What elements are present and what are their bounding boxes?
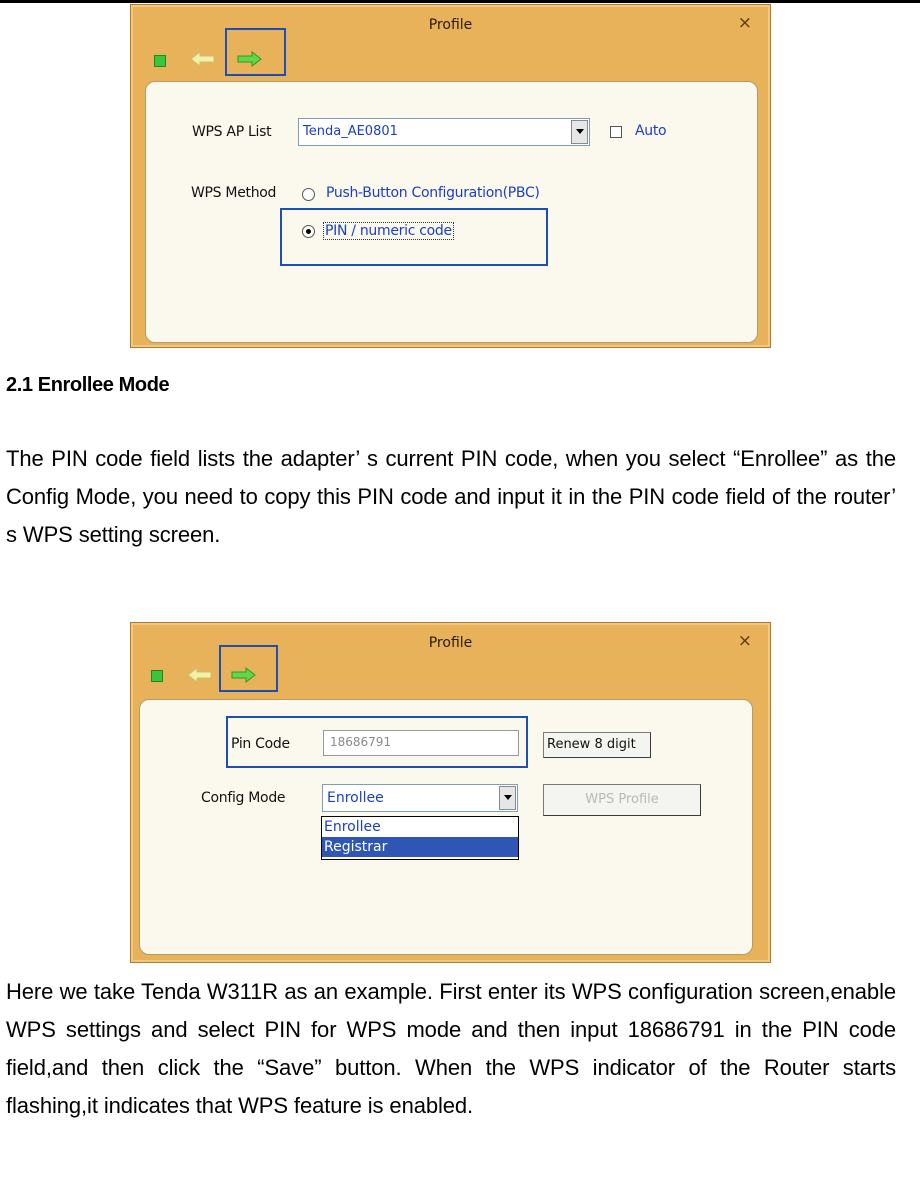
dropdown-option-enrollee[interactable]: Enrollee xyxy=(324,819,381,835)
dialog-title: Profile xyxy=(428,635,473,651)
content-panel xyxy=(145,81,758,343)
chevron-down-icon[interactable] xyxy=(571,120,588,144)
pbc-radio[interactable] xyxy=(302,188,315,201)
dialog-title: Profile xyxy=(428,17,473,33)
config-mode-select[interactable] xyxy=(322,784,518,812)
next-arrow-icon[interactable] xyxy=(235,50,263,68)
pin-radio[interactable] xyxy=(302,225,315,238)
pbc-option-label: Push-Button Configuration(PBC) xyxy=(326,185,540,201)
pin-code-field[interactable]: 18686791 xyxy=(323,730,519,756)
top-rule xyxy=(0,0,920,3)
chevron-down-icon[interactable] xyxy=(499,786,516,810)
close-icon[interactable]: × xyxy=(737,631,752,651)
dropdown-option-registrar[interactable]: Registrar xyxy=(322,837,518,857)
wps-ap-list-select[interactable] xyxy=(298,118,590,146)
wps-method-label: WPS Method xyxy=(191,185,277,201)
renew-8-digit-button[interactable]: Renew 8 digit xyxy=(543,732,651,758)
config-mode-value: Enrollee xyxy=(327,790,384,806)
close-icon[interactable]: × xyxy=(737,13,752,33)
wps-profile-button: WPS Profile xyxy=(543,784,701,816)
pin-option-label: PIN / numeric code xyxy=(325,223,452,239)
config-mode-label: Config Mode xyxy=(201,790,286,806)
stop-icon[interactable] xyxy=(151,670,163,682)
back-arrow-icon[interactable] xyxy=(186,666,214,684)
section-heading: 2.1 Enrollee Mode xyxy=(6,374,170,396)
back-arrow-icon[interactable] xyxy=(189,50,217,68)
profile-dialog-pin-code xyxy=(130,622,771,963)
paragraph-example: Here we take Tenda W311R as an example. First enter its WPS configuration screen,enable WPS settings and select PIN for WPS mode and then input 18686791 in the PIN code field,and then click the “Save” button. When the WPS indicator of the Router starts flashing,it indicates that WPS feature is enabled. xyxy=(6,979,896,1118)
pin-code-label: Pin Code xyxy=(231,736,290,752)
auto-label: Auto xyxy=(635,123,667,139)
content-panel xyxy=(139,699,753,955)
auto-checkbox[interactable] xyxy=(610,126,622,138)
profile-dialog-wps-method xyxy=(130,4,771,348)
stop-icon[interactable] xyxy=(154,55,166,67)
wps-ap-list-value: Tenda_AE0801 xyxy=(303,124,398,139)
wps-ap-list-label: WPS AP List xyxy=(192,124,272,140)
next-arrow-icon[interactable] xyxy=(229,666,257,684)
config-mode-dropdown[interactable] xyxy=(321,816,519,860)
paragraph-enrollee: The PIN code field lists the adapter’ s current PIN code, when you select “Enrollee” as the Config Mode, you need to copy this PIN code and input it in the PIN code field of the router’ s WPS setting screen. xyxy=(6,446,896,547)
